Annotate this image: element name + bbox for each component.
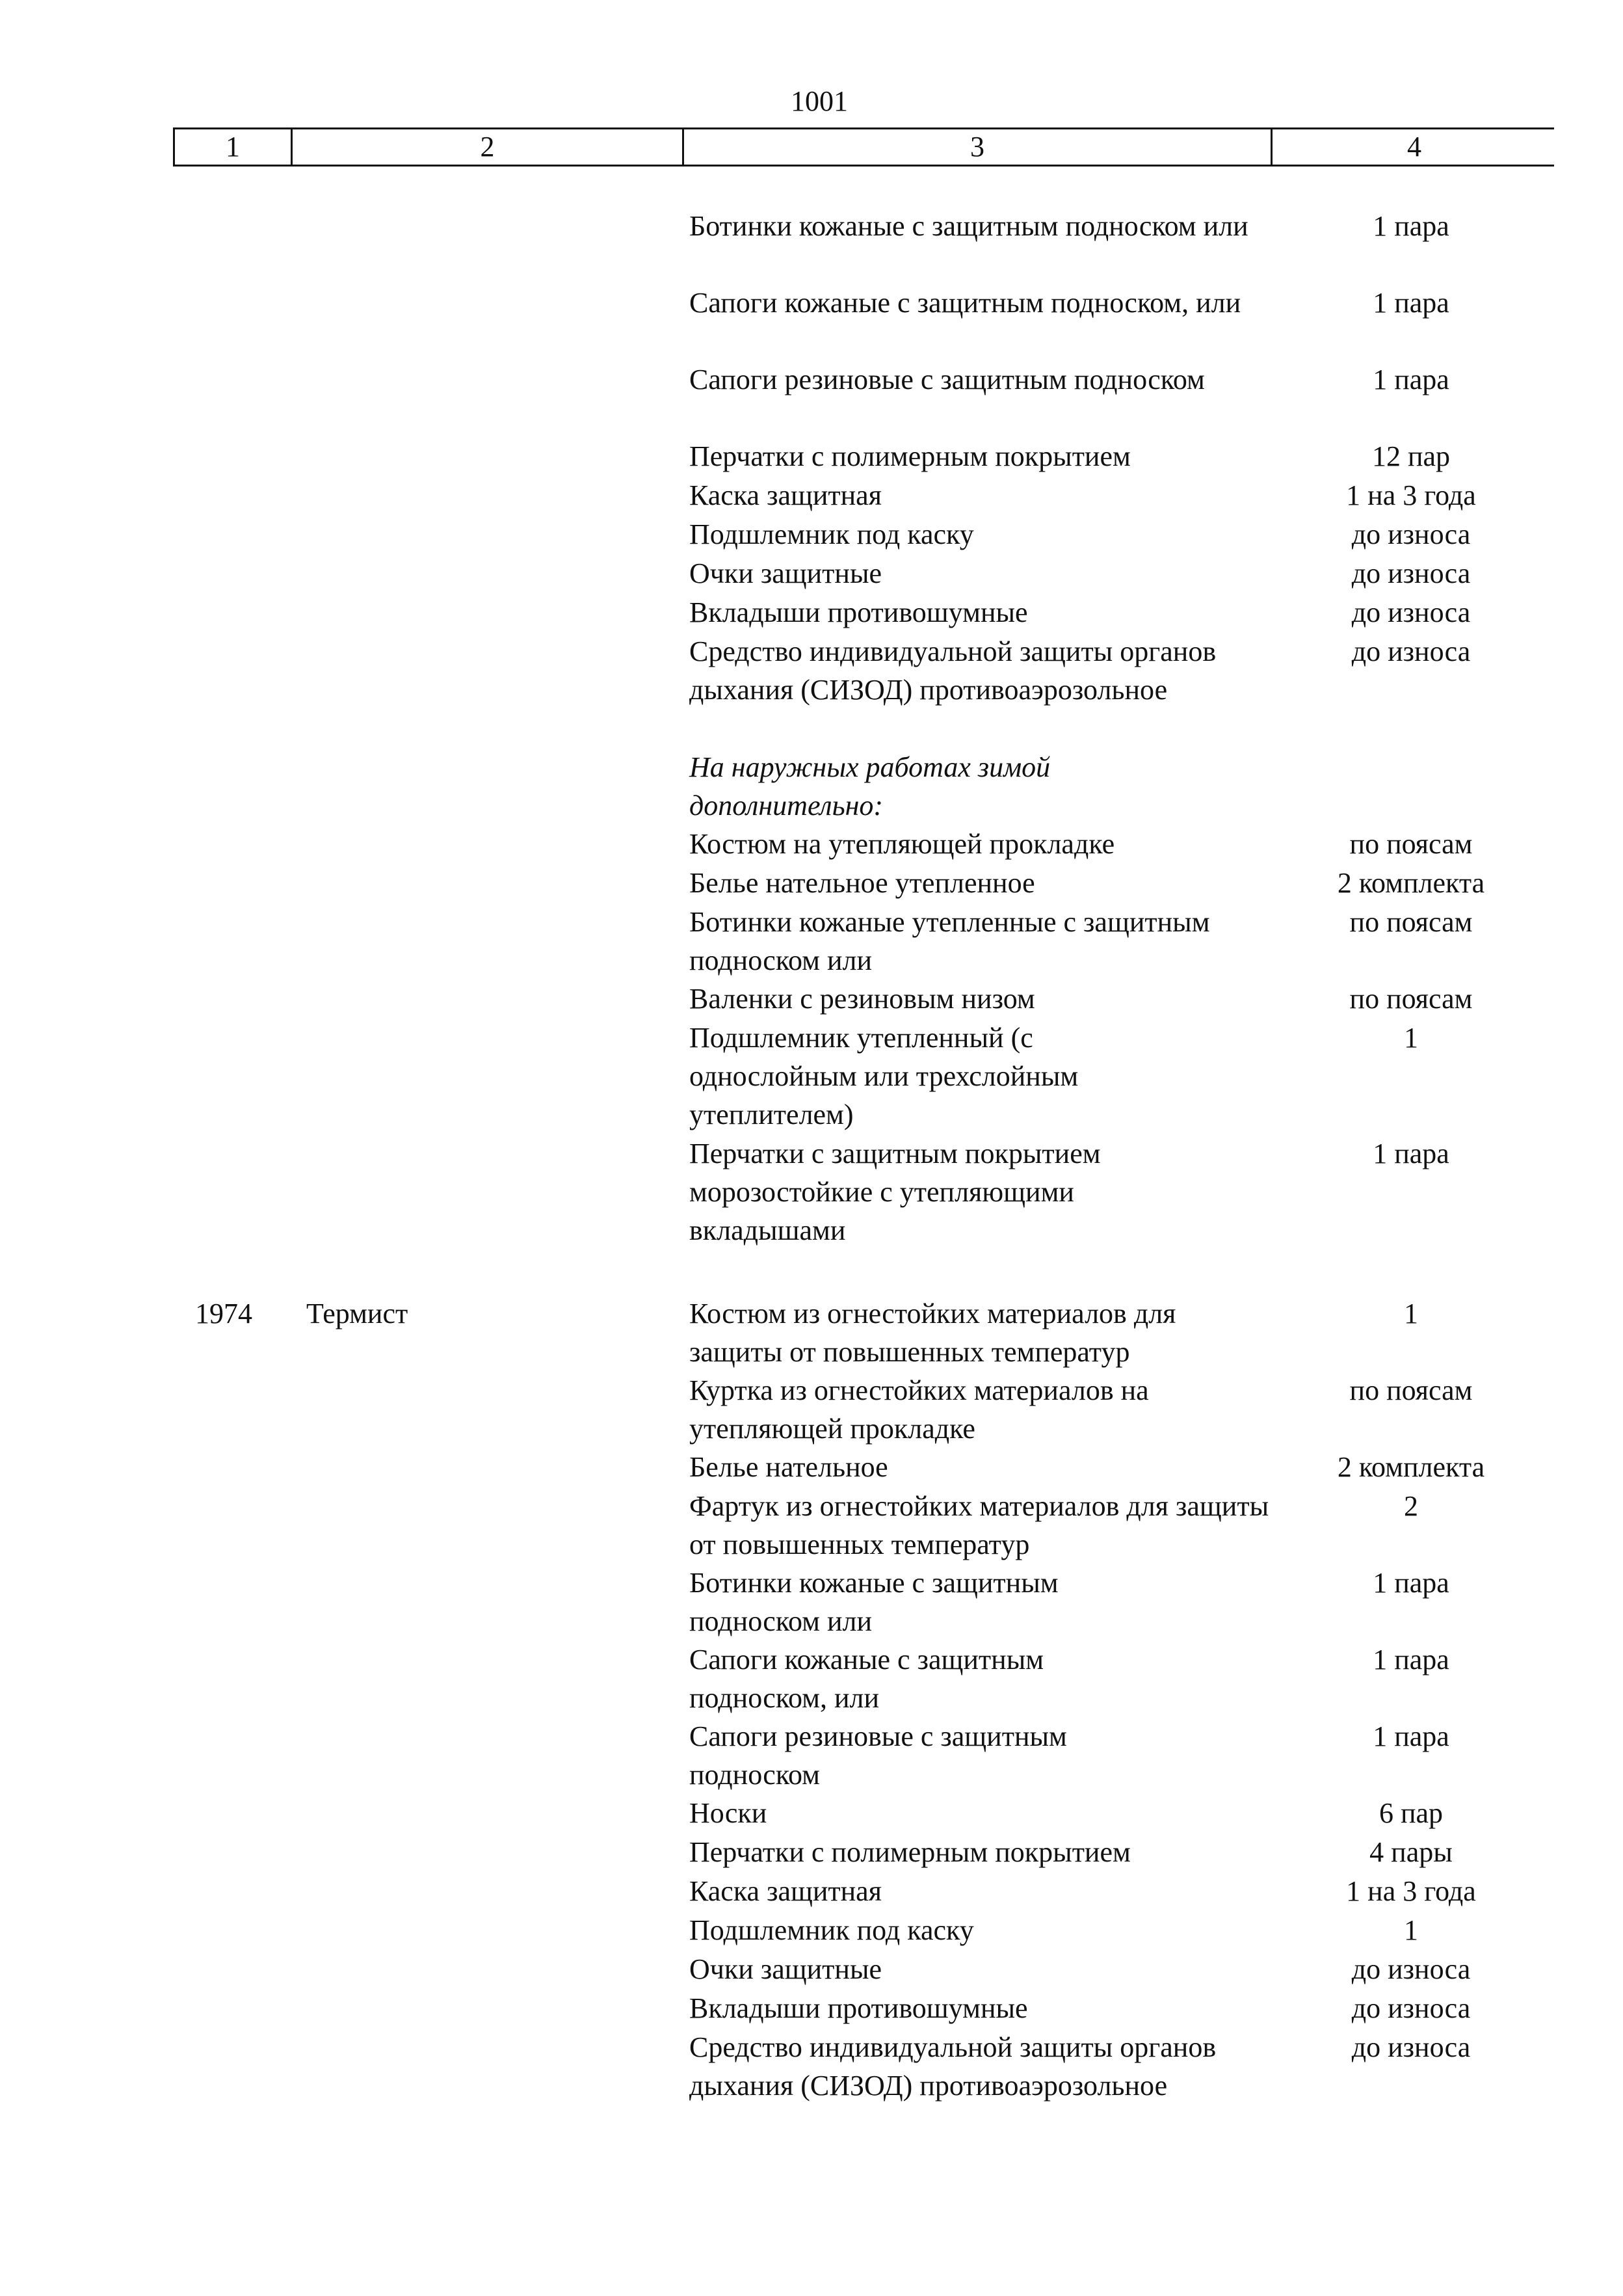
qty-cell: 1 пара xyxy=(1373,1720,1449,1752)
item-cell: Сапоги резиновые с защитным подноском xyxy=(689,364,1205,395)
item-cell: Куртка из огнестойких материалов на утепляющей прокладке xyxy=(689,1374,1149,1445)
item-cell: Очки защитные xyxy=(689,1953,882,1985)
qty-cell: 2 комплекта xyxy=(1337,1451,1485,1483)
section-note: На наружных работах зимой дополнительно: xyxy=(689,751,1051,821)
item-cell: Ботинки кожаные с защитным подноском или xyxy=(689,210,1248,242)
header-col-2: 2 xyxy=(293,129,684,165)
qty-cell: 1 xyxy=(1404,1022,1418,1054)
qty-cell: до износа xyxy=(1351,635,1471,667)
item-cell: Перчатки с полимерным покрытием xyxy=(689,440,1131,472)
item-cell: Каска защитная xyxy=(689,1875,882,1907)
item-cell: Сапоги кожаные с защитным подноском, или xyxy=(689,1644,1044,1714)
item-cell: Белье нательное утепленное xyxy=(689,867,1035,899)
qty-cell: по поясам xyxy=(1349,1374,1473,1406)
qty-cell: 2 комплекта xyxy=(1337,867,1485,899)
item-cell: Вкладыши противошумные xyxy=(689,1992,1028,2024)
qty-cell: до износа xyxy=(1351,2031,1471,2063)
qty-cell: 12 пар xyxy=(1371,440,1451,472)
item-cell: Костюм на утепляющей прокладке xyxy=(689,828,1115,860)
item-cell: Сапоги кожаные с защитным подноском, или xyxy=(689,287,1241,319)
qty-cell: 1 пара xyxy=(1373,210,1449,242)
item-cell: Перчатки с защитным покрытием морозостойкие с утепляющими вкладышами xyxy=(689,1138,1101,1246)
item-cell: Ботинки кожаные с защитным подноском или xyxy=(689,1567,1059,1637)
item-cell: Средство индивидуальной защиты органов дыхания (СИЗОД) противоаэрозольное xyxy=(689,635,1217,706)
item-cell: Фартук из огнестойких материалов для защиты от повышенных температур xyxy=(689,1490,1269,1560)
profession-name: Термист xyxy=(306,1298,408,1329)
qty-cell: до износа xyxy=(1351,596,1471,628)
item-cell: Ботинки кожаные утепленные с защитным подноском или xyxy=(689,906,1210,976)
item-cell: Подшлемник под каску xyxy=(689,518,974,550)
qty-cell: по поясам xyxy=(1349,828,1473,860)
item-cell: Подшлемник под каску xyxy=(689,1914,974,1946)
qty-cell: 1 пара xyxy=(1373,287,1449,319)
item-cell: Вкладыши противошумные xyxy=(689,596,1028,628)
qty-cell: до износа xyxy=(1351,1992,1471,2024)
qty-cell: 1 xyxy=(1404,1914,1418,1946)
item-cell: Перчатки с полимерным покрытием xyxy=(689,1836,1131,1868)
qty-cell: 1 пара xyxy=(1373,364,1449,395)
header-col-3: 3 xyxy=(684,129,1273,165)
qty-cell: 6 пар xyxy=(1379,1797,1444,1829)
qty-cell: 2 xyxy=(1404,1490,1418,1522)
qty-cell: до износа xyxy=(1351,1953,1471,1985)
qty-cell: по поясам xyxy=(1349,983,1473,1015)
qty-cell: до износа xyxy=(1351,518,1471,550)
header-col-1: 1 xyxy=(175,129,293,165)
qty-cell: 1 xyxy=(1404,1298,1418,1329)
table-header xyxy=(173,127,1554,167)
qty-cell: 1 пара xyxy=(1373,1567,1449,1599)
header-col-4: 4 xyxy=(1407,131,1421,163)
item-cell: Очки защитные xyxy=(689,557,882,589)
profession-number: 1974 xyxy=(195,1298,252,1329)
page-number: 1001 xyxy=(791,85,848,117)
item-cell: Валенки с резиновым низом xyxy=(689,983,1035,1015)
item-cell: Белье нательное xyxy=(689,1451,888,1483)
qty-cell: 1 на 3 года xyxy=(1346,479,1476,511)
item-cell: Сапоги резиновые с защитным подноском xyxy=(689,1720,1067,1791)
qty-cell: по поясам xyxy=(1349,906,1473,938)
item-cell: Подшлемник утепленный (с однослойным или трехслойным утеплителем) xyxy=(689,1022,1079,1130)
qty-cell: до износа xyxy=(1351,557,1471,589)
item-cell: Костюм из огнестойких материалов для защиты от повышенных температур xyxy=(689,1298,1176,1368)
qty-cell: 1 пара xyxy=(1373,1644,1449,1675)
qty-cell: 1 на 3 года xyxy=(1346,1875,1476,1907)
item-cell: Средство индивидуальной защиты органов дыхания (СИЗОД) противоаэрозольное xyxy=(689,2031,1217,2102)
item-cell: Каска защитная xyxy=(689,479,882,511)
qty-cell: 1 пара xyxy=(1373,1138,1449,1169)
item-cell: Носки xyxy=(689,1797,767,1829)
qty-cell: 4 пары xyxy=(1369,1836,1453,1868)
